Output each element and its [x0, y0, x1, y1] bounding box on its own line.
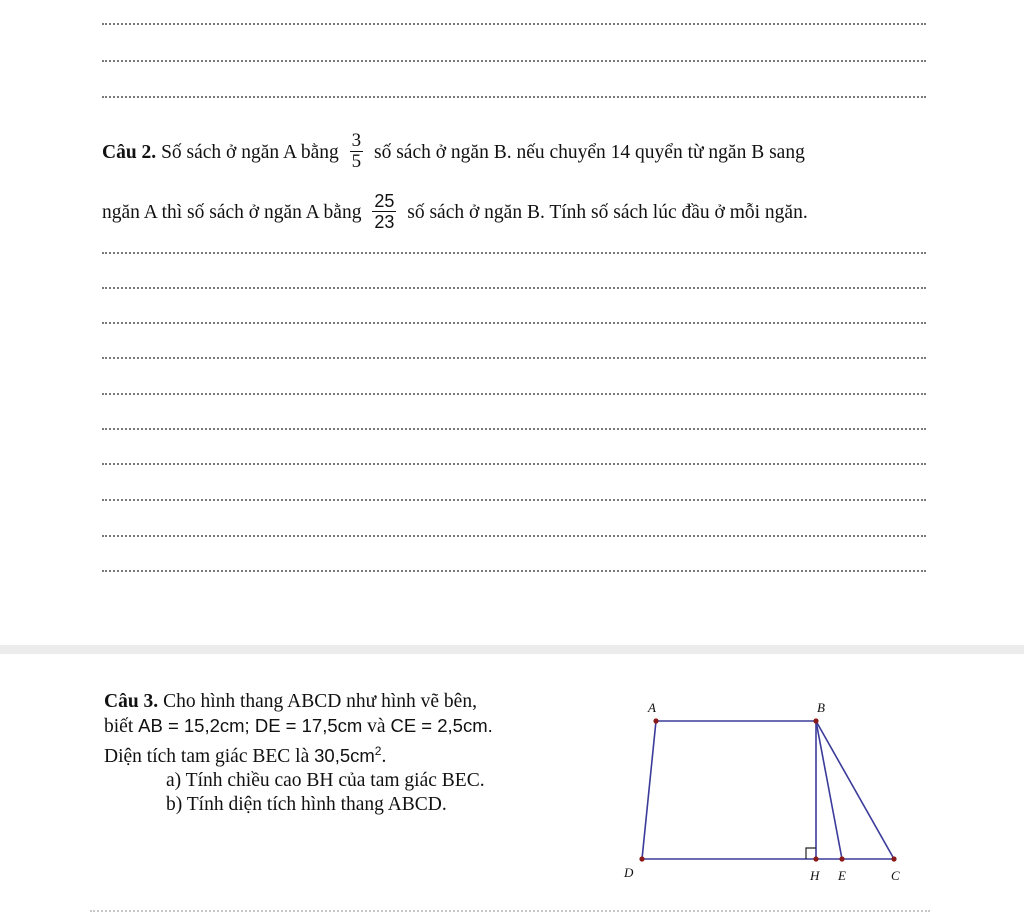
- question-2-line-1: [102, 130, 805, 174]
- answer-line: [102, 570, 926, 572]
- answer-line: [102, 60, 926, 62]
- point-e: [839, 856, 844, 861]
- question-3-line-1: [104, 690, 594, 714]
- label-e: E: [838, 868, 846, 883]
- trapezoid-figure: [600, 690, 930, 890]
- label-b: B: [817, 700, 825, 715]
- answer-line: [102, 322, 926, 324]
- answer-line: [102, 499, 926, 501]
- point-a: [653, 718, 658, 723]
- area-number: 30,5cm: [314, 745, 375, 767]
- question-3-text: biết: [104, 716, 134, 737]
- given-length-ce: CE = 2,5cm.: [390, 715, 493, 736]
- question-3-part-a: a) Tính chiều cao BH của tam giác BEC.: [166, 770, 485, 792]
- answer-line: [102, 463, 926, 465]
- label-d: D: [624, 865, 634, 880]
- question-3-text: và: [367, 716, 386, 737]
- point-b: [813, 718, 818, 723]
- answer-line: [102, 428, 926, 430]
- segment-be: [816, 721, 842, 859]
- answer-line: [102, 287, 926, 289]
- figure-lines: [642, 721, 894, 859]
- period: .: [381, 746, 387, 768]
- point-d: [639, 856, 644, 861]
- fraction-3-5: [350, 131, 364, 172]
- label-h: H: [810, 868, 820, 883]
- question-3-line-3: [104, 739, 594, 769]
- answer-line: [102, 252, 926, 254]
- question-3-label: Câu 3.: [104, 691, 159, 712]
- question-3-line-2: [104, 714, 594, 739]
- question-3-text: Diện tích tam giác BEC là: [104, 746, 310, 768]
- question-3-text: Cho hình thang ABCD như hình vẽ bên,: [163, 691, 477, 712]
- question-2-label: Câu 2.: [102, 141, 157, 163]
- answer-line: [102, 393, 926, 395]
- label-c: C: [891, 868, 900, 883]
- label-a: A: [648, 700, 656, 715]
- area-value: [314, 745, 381, 766]
- question-2-text: Số sách ở ngăn A bằng: [161, 141, 339, 163]
- page-separator: [0, 645, 1024, 654]
- area-exponent: 2: [374, 744, 382, 758]
- question-2-text: ngăn A thì số sách ở ngăn A bằng: [102, 201, 362, 223]
- answer-line-faint: [90, 910, 930, 912]
- question-3: [104, 690, 594, 817]
- point-c: [891, 856, 896, 861]
- answer-line: [102, 535, 926, 537]
- question-2-text: số sách ở ngăn B. Tính số sách lúc đầu ở mỗi ngăn.: [407, 201, 808, 223]
- question-2-line-2: [102, 193, 808, 234]
- fraction-numerator: 3: [351, 130, 362, 151]
- question-3-part-b: b) Tính diện tích hình thang ABCD.: [166, 794, 447, 816]
- fraction-denominator: 5: [351, 151, 362, 172]
- segment-ad: [642, 721, 656, 859]
- answer-line: [102, 357, 926, 359]
- answer-line: [102, 23, 926, 25]
- fraction-numerator: 25: [374, 191, 395, 211]
- given-lengths: AB = 15,2cm; DE = 17,5cm: [138, 715, 363, 736]
- fraction-denominator: 23: [374, 212, 395, 232]
- segment-bc: [816, 721, 894, 859]
- point-h: [813, 856, 818, 861]
- fraction-25-23: [372, 191, 396, 232]
- figure-points: [639, 718, 896, 861]
- answer-line: [102, 96, 926, 98]
- question-2-text: số sách ở ngăn B. nếu chuyển 14 quyển từ ngăn B sang: [373, 141, 805, 163]
